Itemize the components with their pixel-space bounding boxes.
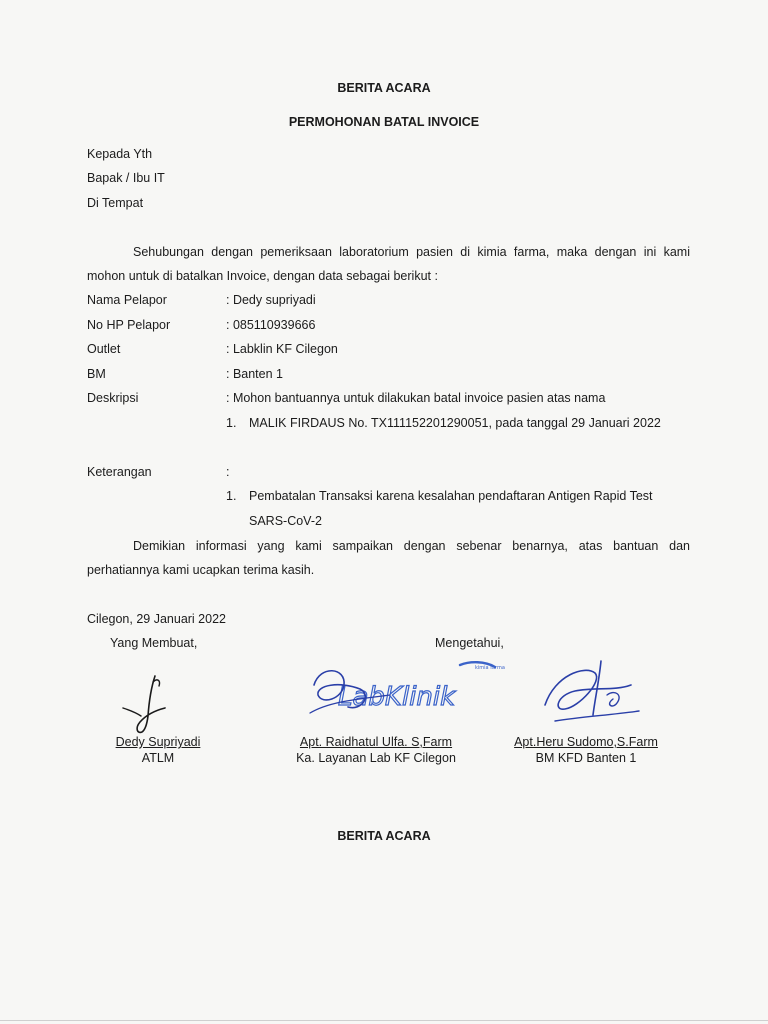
acknowledged-label: Mengetahui,: [435, 636, 504, 650]
address-line-1: Kepada Yth: [87, 147, 153, 161]
document-subtitle: PERMOHONAN BATAL INVOICE: [288, 115, 480, 129]
stamp-text: LabKlinik: [338, 682, 456, 712]
phone-label: No HP Pelapor: [87, 318, 171, 332]
address-line-3: Di Tempat: [87, 196, 144, 210]
intro-line-2: mohon untuk di batalkan Invoice, dengan data sebagai berikut :: [87, 269, 438, 283]
address-line-2: Bapak / Ibu IT: [87, 171, 165, 185]
made-by-label: Yang Membuat,: [110, 636, 198, 650]
page-edge-divider: [0, 1020, 768, 1021]
note-item-number: 1.: [226, 489, 237, 503]
phone-value: : 085110939666: [226, 318, 316, 332]
bm-label: BM: [87, 367, 106, 381]
note-item-line-2: SARS-CoV-2: [249, 514, 322, 528]
closing-line-2: perhatiannya kami ucapkan terima kasih.: [87, 563, 315, 577]
place-date: Cilegon, 29 Januari 2022: [87, 612, 226, 626]
note-item-line-1: Pembatalan Transaksi karena kesalahan pendaftaran Antigen Rapid Test: [249, 489, 653, 503]
description-item-text: MALIK FIRDAUS No. TX111152201290051, pada tanggal 29 Januari 2022: [249, 416, 661, 430]
outlet-label: Outlet: [87, 342, 121, 356]
description-label: Deskripsi: [87, 391, 139, 405]
signatory-2-name: Apt. Raidhatul Ulfa. S,Farm: [299, 735, 453, 749]
document-title: BERITA ACARA: [337, 81, 431, 95]
signatory-3-role: BM KFD Banten 1: [535, 751, 637, 765]
intro-line-1: Sehubungan dengan pemeriksaan laboratorium pasien di kimia farma, maka dengan ini kami: [133, 245, 690, 259]
bm-value: : Banten 1: [226, 367, 283, 381]
reporter-value: : Dedy supriyadi: [226, 293, 316, 307]
stamp-small-text: kimia farma: [475, 665, 505, 671]
description-value: : Mohon bantuannya untuk dilakukan batal invoice pasien atas nama: [226, 391, 606, 405]
note-value: :: [226, 465, 230, 479]
closing-line-1: Demikian informasi yang kami sampaikan dengan sebenar benarnya, atas bantuan dan: [133, 539, 690, 553]
description-item-number: 1.: [226, 416, 237, 430]
signature-dedy-icon: [115, 668, 185, 738]
signatory-1-name: Dedy Supriyadi: [115, 735, 201, 749]
footer-title: BERITA ACARA: [337, 829, 431, 843]
signatory-2-role: Ka. Layanan Lab KF Cilegon: [296, 751, 456, 765]
reporter-label: Nama Pelapor: [87, 293, 167, 307]
stamp-labklinik-icon: [300, 655, 510, 735]
note-label: Keterangan: [87, 465, 152, 479]
outlet-value: : Labklin KF Cilegon: [226, 342, 338, 356]
signatory-3-name: Apt.Heru Sudomo,S.Farm: [514, 735, 658, 749]
signatory-1-role: ATLM: [141, 751, 175, 765]
signature-heru-icon: [535, 655, 645, 730]
